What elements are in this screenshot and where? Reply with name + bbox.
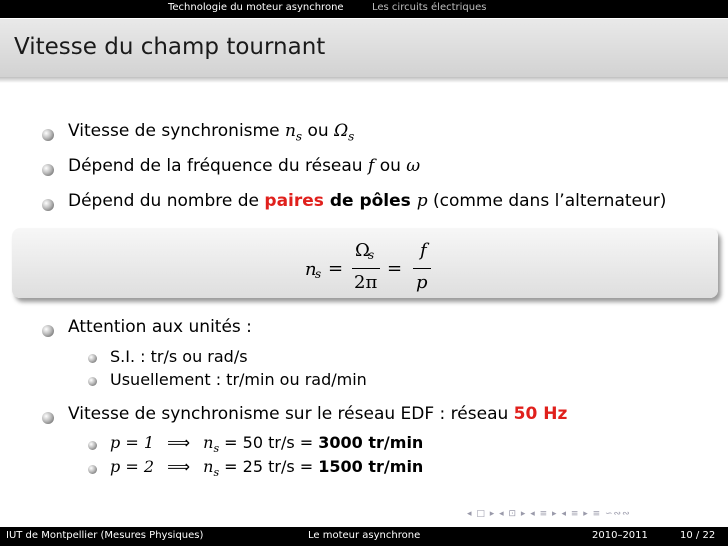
bullet-icon bbox=[42, 412, 54, 424]
slide-title-bar bbox=[0, 19, 728, 77]
nav-section-moteur[interactable]: Technologie du moteur asynchrone bbox=[168, 2, 344, 13]
slide-title: Vitesse du champ tournant bbox=[14, 34, 326, 60]
footer-course: Le moteur asynchrone bbox=[308, 530, 421, 541]
sub-bullet-icon bbox=[88, 377, 97, 386]
navigation-icons[interactable]: ◂ □ ▸ ◂ ⊡ ▸ ◂ ≡ ▸ ◂ ≡ ▸ ≡ ∽∾∾ bbox=[467, 509, 631, 519]
nav-section-circuits[interactable]: Les circuits électriques bbox=[372, 2, 487, 13]
bullet-edf: Vitesse de synchronisme sur le réseau EDF : réseau 50 Hz bbox=[68, 404, 568, 424]
sub-bullet-icon bbox=[88, 354, 97, 363]
edf-example-p2: p = 2 ⟹ $n_s = 25$ tr/s = 1500 tr/min bbox=[110, 457, 424, 480]
bullet-synchronism-speed: Vitesse de synchronisme $n_s$ ou $\Omega_s$ bbox=[68, 121, 355, 144]
sub-bullet-icon bbox=[88, 465, 97, 474]
synchronous-speed-formula: n s = Ω s 2π = f p bbox=[305, 238, 445, 298]
footer-bar bbox=[0, 527, 728, 546]
footer-years: 2010–2011 bbox=[592, 530, 648, 541]
bullet-icon bbox=[42, 199, 54, 211]
sub-bullet-icon bbox=[88, 441, 97, 450]
footer-institution: IUT de Montpellier (Mesures Physiques) bbox=[6, 530, 204, 541]
units-si: S.I. : tr/s ou rad/s bbox=[110, 347, 248, 366]
bullet-icon bbox=[42, 129, 54, 141]
bullet-icon bbox=[42, 325, 54, 337]
bullet-frequency: Dépend de la fréquence du réseau f ou ω bbox=[68, 156, 421, 176]
footer-page-number: 10 / 22 bbox=[680, 530, 716, 541]
bullet-pole-pairs: Dépend du nombre de paires de pôles p (comme dans l’alternateur) bbox=[68, 191, 667, 211]
bullet-units: Attention aux unités : bbox=[68, 317, 252, 337]
top-navigation-bar bbox=[0, 0, 728, 18]
units-usual: Usuellement : tr/min ou rad/min bbox=[110, 370, 367, 389]
fraction-bar bbox=[413, 268, 431, 269]
bullet-icon bbox=[42, 164, 54, 176]
fraction-bar bbox=[352, 268, 380, 269]
title-shadow bbox=[0, 77, 728, 83]
edf-example-p1: p = 1 ⟹ $n_s = 50$ tr/s = 3000 tr/min bbox=[110, 433, 424, 456]
